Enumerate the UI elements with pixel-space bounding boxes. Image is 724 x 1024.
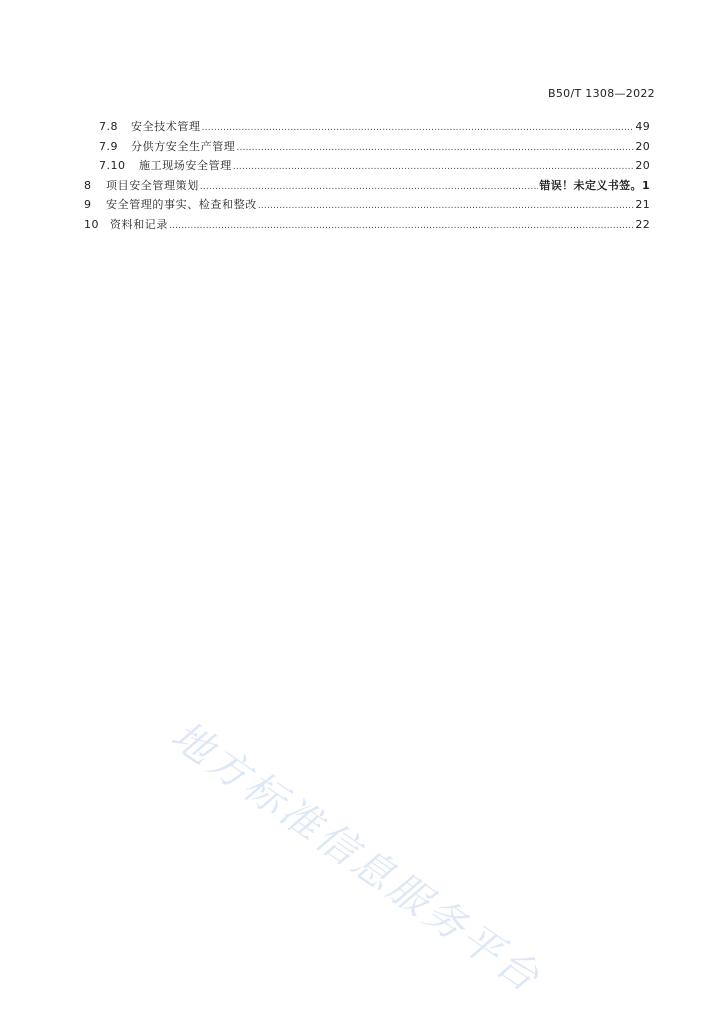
watermark: 地方标准信息服务平台	[162, 712, 550, 1003]
toc-entry-10[interactable]	[84, 215, 650, 235]
toc-entry-9[interactable]	[84, 195, 650, 215]
toc-entry-number: 9	[84, 198, 92, 211]
toc-entry-7-10[interactable]	[84, 156, 650, 176]
document-code: B50/T 1308—2022	[548, 87, 655, 100]
toc-entry-page: 20	[635, 139, 650, 153]
toc-entry-number: 7.9	[99, 139, 118, 153]
toc-entry-title: 施工现场安全管理	[139, 159, 232, 172]
toc-entry-page: 49	[635, 120, 650, 133]
toc-entry-8[interactable]	[84, 176, 650, 196]
toc-entry-7-8[interactable]	[84, 117, 650, 137]
toc-entry-title: 项目安全管理策划	[106, 178, 199, 192]
toc-entry-title: 资料和记录	[110, 217, 168, 231]
toc-entry-7-9[interactable]	[84, 137, 650, 157]
toc-dot-leader	[236, 139, 634, 159]
toc-entry-page-error: 错误！未定义书签。1	[539, 178, 650, 192]
toc-dot-leader	[202, 119, 635, 139]
toc-entry-page: 21	[635, 198, 650, 211]
toc-entry-number: 7.8	[99, 120, 118, 133]
toc-entry-number: 7.10	[99, 159, 126, 172]
toc-entry-number: 10	[84, 217, 99, 231]
toc-entry-number: 8	[84, 178, 92, 192]
toc-entry-page: 20	[635, 159, 650, 172]
table-of-contents	[84, 117, 650, 234]
toc-dot-leader	[258, 197, 635, 217]
toc-entry-title: 安全管理的事实、检查和整改	[106, 198, 257, 211]
toc-entry-title: 安全技术管理	[131, 120, 201, 133]
toc-entry-title: 分供方安全生产管理	[131, 139, 236, 153]
toc-entry-page: 22	[635, 217, 650, 231]
toc-dot-leader	[169, 217, 634, 237]
